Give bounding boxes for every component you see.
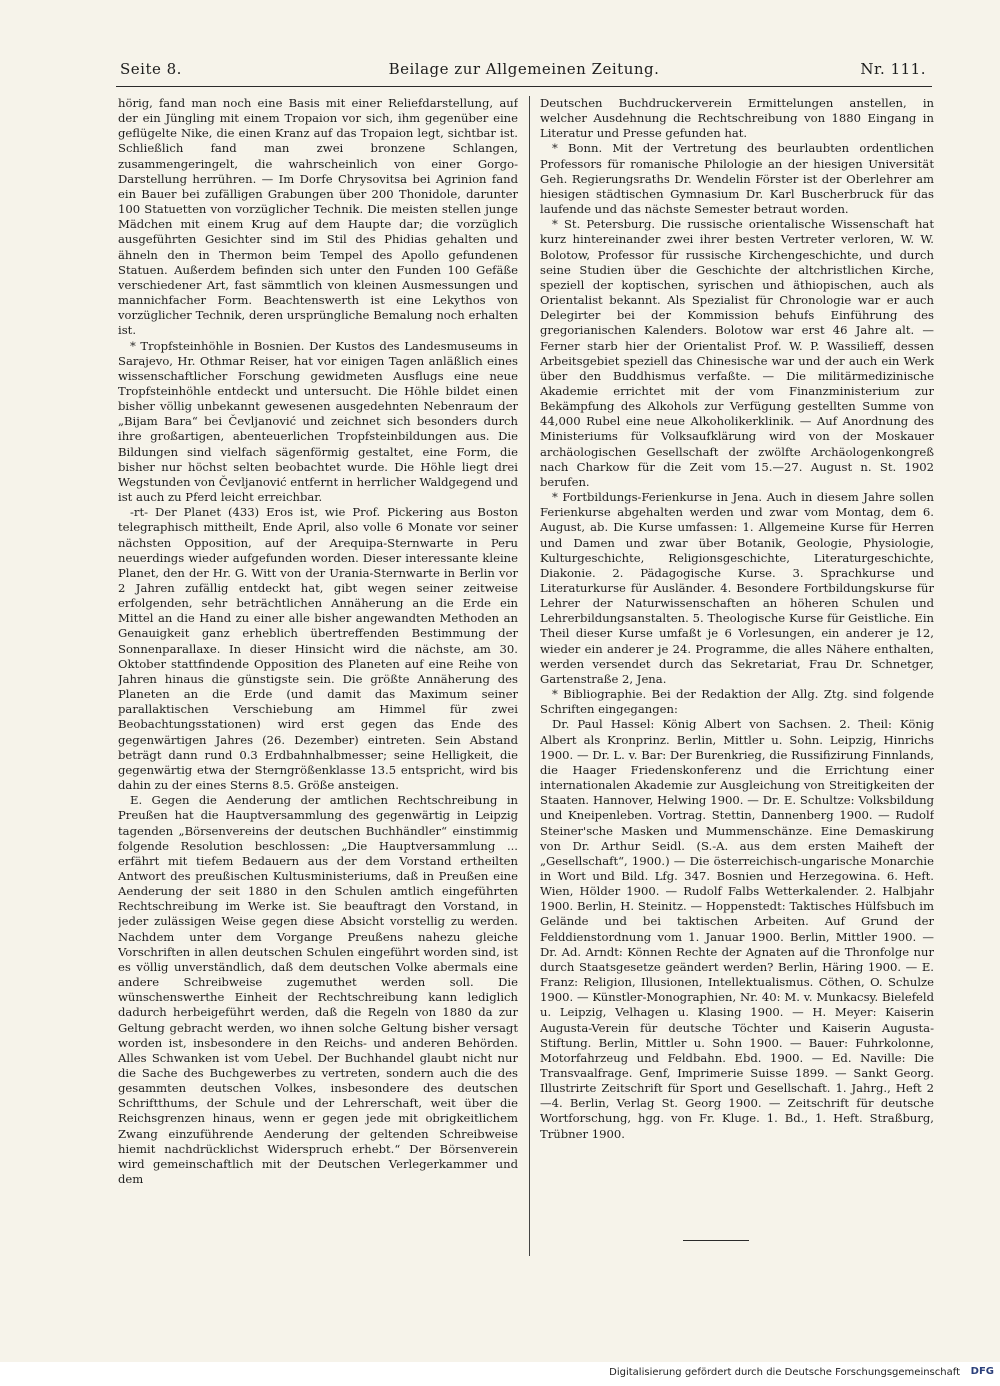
article-excavations: hörig, fand man noch eine Basis mit einer Reliefdarstellung, auf der ein Jüngling mit einem Tropaion vor sich, ihm gegenüber eine geflügelte Nike, die einen Kranz auf das Tropaion legt, sichtbar ist. Schließlich fand man zwei bronzene Schlangen, zusammengeringelt, die wahrscheinlich von einer Gorgo-Darstellung herrühren. — Im Dorfe Chrysovitsa bei Agrinion fand ein Bauer bei zufälligen Grabungen über 200 Thonidole, darunter 100 Statuetten von vorzüglicher Technik. Die meisten stellen junge Mädchen mit einem Krug auf dem Haupte dar; die vorzüglich ausgeführten Gesichter sind im Stil des Phidias gehalten und ähneln den in Thermon beim Tempel des Apollo gefundenen Statuen. Außerdem befinden sich unter den Funden 100 Gefäße verschiedener Art, fast sämmtlich von kleinen Ausmessungen und mannichfacher Form. Beachtenswerth ist eine Lekythos von vorzüglicher Technik, deren ursprüngliche Bemalung noch erhalten ist. [118,96,518,338]
left-column [118,96,518,1256]
end-rule [683,1240,749,1241]
bibliography-list [540,717,934,1141]
article-jena-courses: * Fortbildungs-Ferienkurse in Jena. Auch in diesem Jahre sollen Ferienkurse abgehalten werden und zwar vom Montag, dem 6. August, ab. Die Kurse umfassen: 1. Allgemeine Kurse für Herren und Damen und zwar über Botanik, Geologie, Physiologie, Kulturgeschichte, Religionsgeschichte, Literaturgeschichte, Diakonie. 2. Pädagogische Kurse. 3. Sprachkurse und Literaturkurse für Ausländer. 4. Besondere Fortbildungskurse für Lehrer der Naturwissenschaften an höheren Schulen und Lehrerbildungsanstalten. 5. Theologische Kurse für Geistliche. Ein Theil dieser Kurse umfaßt je 6 Vorlesungen, ein anderer je 12, wieder ein anderer je 24. Programme, die alles Nähere enthalten, werden versendet durch das Sekretariat, Frau Dr. Schnetger, Gartenstraße 2, Jena. [540,490,934,686]
supplement-title: Beilage zur Allgemeinen Zeitung. [388,60,660,78]
issue-number: Nr. 111. [860,60,926,78]
digitization-footer [0,1362,1000,1386]
article-spelling-continued: Deutschen Buchdruckerverein Ermittelungen anstellen, in welcher Ausdehnung die Rechtschreibung von 1880 Eingang in Literatur und Presse gefunden hat. [540,96,934,141]
article-bibliography-heading: * Bibliographie. Bei der Redaktion der Allg. Ztg. sind folgende Schriften eingegangen: [540,687,934,717]
article-st-petersburg: * St. Petersburg. Die russische orientalische Wissenschaft hat kurz hintereinander zwei ihrer besten Vertreter verloren, W. W. Bolotow, Professor für russische Kirchengeschichte, und durch seine Studien über die Geschichte der altchristlichen Kirche, speziell der koptischen, syrischen und äthiopischen, auch als Orientalist bekannt. Als Spezialist für Chronologie war er auch Delegirter bei der Kommission behufs Einführung des gregorianischen Kalenders. Bolotow war erst 46 Jahre alt. — Ferner starb hier der Orientalist Prof. W. P. Wassilieff, dessen Arbeitsgebiet speziell das Chinesische war und der auch ein Werk über den Buddhismus verfaßte. — Die militärmedizinische Akademie errichtet mit der vom Finanzministerium zur Bekämpfung des Alkohols zur Verfügung gestellten Summe von 44,000 Rubel eine neue Alkoholikerklinik. — Auf Anordnung des Ministeriums für Volksaufklärung wird von der Moskauer archäologischen Gesellschaft der zwölfte Archäologenkongreß nach Charkow für die Zeit vom 15.—27. August n. St. 1902 berufen. [540,217,934,489]
header-rule [116,86,932,87]
column-divider [529,96,530,1256]
page-number: Seite 8. [120,60,182,78]
page-header [118,58,930,82]
article-spelling-reform: E. Gegen die Aenderung der amtlichen Rechtschreibung in Preußen hat die Hauptversammlung des gegenwärtig in Leipzig tagenden „Börsenvereins der deutschen Buchhändler“ einstimmig folgende Resolution beschlossen: „Die Hauptversammlung ... erfährt mit tiefem Bedauern aus der dem Vorstand ertheilten Antwort des preußischen Kultusministeriums, daß in Preußen eine Aenderung der seit 1880 in den Schulen amtlich eingeführten Rechtschreibung im Werke ist. Sie beauftragt den Vorstand, in jeder zulässigen Weise gegen diese Absicht vorstellig zu werden. Nachdem unter dem Vorgange Preußens nahezu gleiche Vorschriften in allen deutschen Schulen eingeführt worden sind, ist es völlig unverständlich, daß dem deutschen Volke abermals eine andere Schreibweise zugemuthet werden soll. Die wünschenswerthe Einheit der Rechtschreibung kann lediglich dadurch herbeigeführt werden, daß die Regeln von 1880 da zur Geltung gebracht werden, wo ihnen solche Geltung bisher versagt worden ist, insbesondere in den Reichs- und anderen Behörden. Alles Schwanken ist vom Uebel. Der Buchhandel glaubt nicht nur die Sache des Buchgewerbes zu vertreten, sondern auch die des gesammten deutschen Volkes, insbesondere des deutschen Schriftthums, der Schule und der Lehrerschaft, weit über die Reichsgrenzen hinaus, wenn er gegen jede mit obrigkeitlichem Zwang einzuführende Aenderung der geltenden Schreibweise hiemit nachdrücklichst Widerspruch erhebt.“ Der Börsenverein wird gemeinschaftlich mit der Deutschen Verlegerkammer und dem [118,793,518,1187]
article-bosnia-cave: * Tropfsteinhöhle in Bosnien. Der Kustos des Landesmuseums in Sarajevo, Hr. Othmar Reiser, hat vor einigen Tagen anläßlich eines wissenschaftlicher Forschung gewidmeten Ausflugs eine neue Tropfsteinhöhle entdeckt und untersucht. Die Höhle bildet einen bisher völlig unbekannt gewesenen ausgedehnten Nebenraum der „Bijam Bara“ bei Čevljanović und zeichnet sich besonders durch ihre großartigen, abenteuerlichen Tropfsteinbildungen aus. Die Bildungen sind vielfach sägenförmig gestaltet, eine Form, die bisher nur höchst selten beobachtet wurde. Die Höhle liegt drei Wegstunden von Čevljanović entfernt in herrlicher Waldgegend und ist auch zu Pferd leicht erreichbar. [118,338,518,505]
bibliography-entries: Dr. Paul Hassel: König Albert von Sachsen. 2. Theil: König Albert als Kronprinz. Berlin, Mittler u. Sohn. Leipzig, Hinrichs 1900. — Dr. L. v. Bar: Der Burenkrieg, die Russifizirung Finnlands, die Haager Friedenskonferenz und die Errichtung einer internationalen Akademie zur Ausgleichung von Streitigkeiten der Staaten. Hannover, Helwing 1900. — Dr. E. Schultze: Volksbildung und Kneipenleben. Vortrag. Stettin, Dannenberg 1900. — Rudolf Steiner'sche Masken und Mummenschänze. Eine Demaskirung von Dr. Arthur Seidl. (S.-A. aus dem ersten Maiheft der „Gesellschaft“, 1900.) — Die österreichisch-ungarische Monarchie in Wort und Bild. Lfg. 347. Bosnien und Herzegowina. 6. Heft. Wien, Hölder 1900. — Rudolf Falbs Wetterkalender. 2. Halbjahr 1900. Berlin, H. Steinitz. — Hoppenstedt: Taktisches Hülfsbuch im Gelände und bei taktischen Arbeiten. Auf Grund der Felddienstordnung vom 1. Januar 1900. Berlin, Mittler 1900. — Dr. Ad. Arndt: Können Rechte der Agnaten auf die Thronfolge nur durch Staatsgesetze geändert werden? Berlin, Häring 1900. — E. Franz: Religion, Illusionen, Intellektualismus. Cöthen, O. Schulze 1900. — Künstler-Monographien, Nr. 40: M. v. Munkacsy. Bielefeld u. Leipzig, Velhagen u. Klasing 1900. — H. Meyer: Kaiserin Augusta-Verein für deutsche Töchter und Kaiserin Augusta-Stiftung. Berlin, Mittler u. Sohn 1900. — Bauer: Fuhrkolonne, Motorfahrzeug und Feldbahn. Ebd. 1900. — Ed. Naville: Die Transvaalfrage. Genf, Imprimerie Suisse 1899. — Sankt Georg. Illustrirte Zeitschrift für Sport und Gesellschaft. 1. Jahrg., Heft 2—4. Berlin, Verlag St. Georg 1900. — Zeitschrift für deutsche Wortforschung, hgg. von Fr. Kluge. 1. Bd., 1. Heft. Straßburg, Trübner 1900. [540,717,934,1141]
right-column [540,96,934,1256]
funding-notice: Digitalisierung gefördert durch die Deutsche Forschungsgemeinschaft [609,1367,960,1378]
article-bonn: * Bonn. Mit der Vertretung des beurlaubten ordentlichen Professors für romanische Philologie an der hiesigen Universität Geh. Regierungsraths Dr. Wendelin Förster ist der Oberlehrer am hiesigen städtischen Gymnasium Dr. Karl Buscherbruck für das laufende und das nächste Semester betraut worden. [540,141,934,217]
article-planet-eros: -rt- Der Planet (433) Eros ist, wie Prof. Pickering aus Boston telegraphisch mittheilt, Ende April, also volle 6 Monate vor seiner nächsten Opposition, auf der Arequipa-Sternwarte in Peru neuerdings wieder aufgefunden worden. Dieser interessante kleine Planet, den der Hr. G. Witt von der Urania-Sternwarte in Berlin vor 2 Jahren zufällig entdeckt hat, gibt wegen seiner zeitweise erfolgenden, sehr beträchtlichen Annäherung an die Erde ein Mittel an die Hand zu einer alle bisher angewandten Methoden an Genauigkeit ganz erheblich übertreffenden Bestimmung der Sonnenparallaxe. In dieser Hinsicht wird die nächste, am 30. Oktober stattfindende Opposition des Planeten auf eine Reihe von Jahren hinaus die günstigste sein. Die größte Annäherung des Planeten an die Erde (und damit das Maximum seiner parallaktischen Verschiebung am Himmel für zwei Beobachtungsstationen) wird erst gegen das Ende des gegenwärtigen Jahres (26. Dezember) eintreten. Sein Abstand beträgt dann rund 0.3 Erdbahnhalbmesser; seine Helligkeit, die gegenwärtig etwa der Sterngrößenklasse 13.5 entspricht, wird bis dahin zu der eines Sterns 8.5. Größe ansteigen. [118,505,518,793]
dfg-logo: DFG [970,1366,994,1377]
